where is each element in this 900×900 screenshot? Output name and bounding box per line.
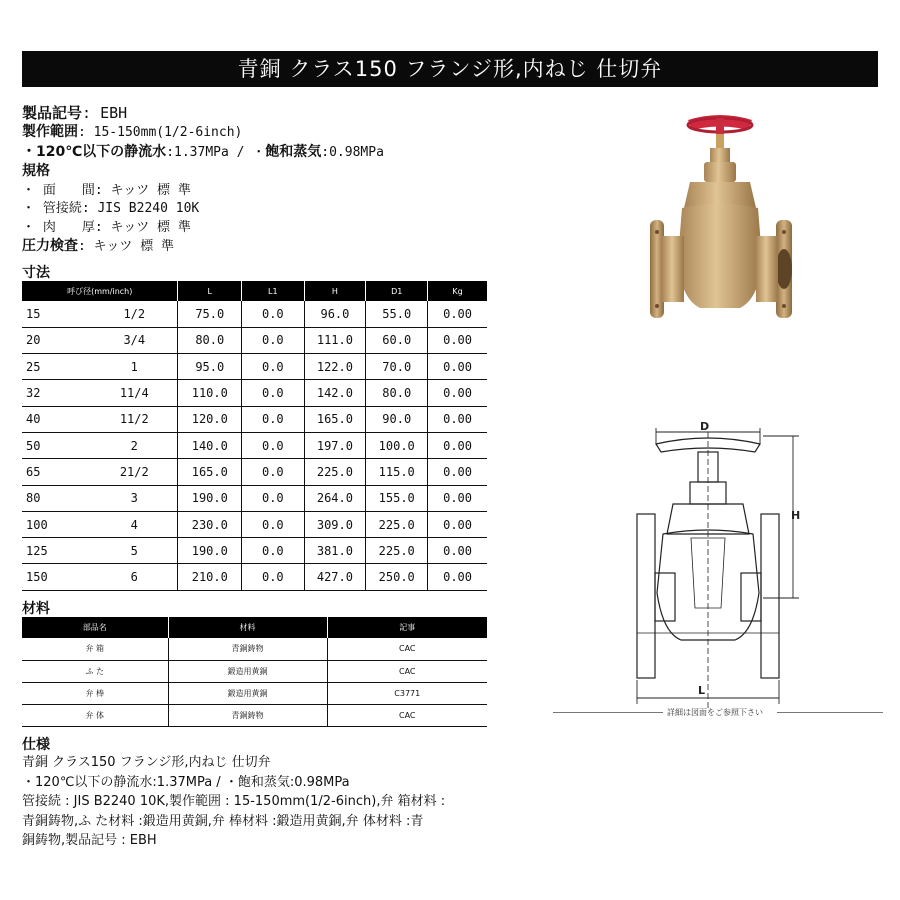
dim-cell: 15 (22, 301, 91, 327)
dim-cell: 190.0 (178, 485, 242, 511)
dim-cell: 142.0 (304, 380, 366, 406)
dim-header-4: D1 (366, 281, 428, 301)
dim-cell: 0.00 (428, 380, 487, 406)
dim-cell: 70.0 (366, 354, 428, 380)
dim-cell: 50 (22, 432, 91, 458)
pressure-test-label: 圧力検査 (22, 238, 78, 254)
mat-cell: 青銅鋳物 (168, 704, 327, 726)
mat-header-0: 部品名 (22, 617, 168, 638)
dim-cell: 75.0 (178, 301, 242, 327)
page-banner: 青銅 クラス150 フランジ形,内ねじ 仕切弁 (22, 51, 878, 87)
table-row (22, 327, 487, 353)
dim-cell: 309.0 (304, 511, 366, 537)
table-row (22, 564, 487, 590)
spec-heading: 仕様 (22, 737, 50, 753)
mat-cell: ふ た (22, 660, 168, 682)
dim-cell: 0.0 (242, 459, 304, 485)
dim-cell: 3/4 (91, 327, 178, 353)
mat-header-2: 記事 (327, 617, 487, 638)
pressure-test-row (22, 237, 542, 257)
dim-cell: 122.0 (304, 354, 366, 380)
table-row (22, 638, 487, 660)
spec-line: 銅鋳物,製品記号 : EBH (22, 833, 157, 848)
dim-cell: 90.0 (366, 406, 428, 432)
range-row (22, 123, 542, 143)
table-row (22, 682, 487, 704)
dim-cell: 140.0 (178, 432, 242, 458)
dim-cell: 0.00 (428, 511, 487, 537)
dim-cell: 0.0 (242, 380, 304, 406)
standard-face: ・ 面 間: キッツ 標 準 (22, 182, 191, 198)
dim-cell: 0.00 (428, 538, 487, 564)
dim-cell: 0.00 (428, 301, 487, 327)
mat-cell: 鍛造用黄銅 (168, 660, 327, 682)
dim-cell: 225.0 (366, 538, 428, 564)
dim-cell: 80 (22, 485, 91, 511)
standard-thickness: ・ 肉 厚: キッツ 標 準 (22, 219, 191, 235)
dim-cell: 0.00 (428, 432, 487, 458)
dim-cell: 0.0 (242, 564, 304, 590)
dim-cell: 1 (91, 354, 178, 380)
dim-header-3: H (304, 281, 366, 301)
dim-cell: 3 (91, 485, 178, 511)
pressure-row (22, 143, 542, 163)
dim-cell: 55.0 (366, 301, 428, 327)
materials-table (22, 617, 487, 727)
mat-header-1: 材料 (168, 617, 327, 638)
dim-header-0: 呼び径(mm/inch) (22, 281, 178, 301)
dim-cell: 115.0 (366, 459, 428, 485)
table-row (22, 406, 487, 432)
table-row (22, 485, 487, 511)
mat-cell: CAC (327, 660, 487, 682)
table-row (22, 511, 487, 537)
table-row (22, 704, 487, 726)
standard-connection: ・ 管接続: JIS B2240 10K (22, 201, 200, 216)
spec-line: ・120℃以下の静流水:1.37MPa / ・飽和蒸気:0.98MPa (22, 774, 350, 790)
dim-cell: 381.0 (304, 538, 366, 564)
dim-cell: 95.0 (178, 354, 242, 380)
pressure-test-value: : キッツ 標 準 (78, 239, 175, 254)
dimensions-table (22, 281, 487, 591)
dim-cell: 0.0 (242, 327, 304, 353)
dim-cell: 230.0 (178, 511, 242, 537)
valve-drawing (553, 418, 888, 723)
dim-cell: 0.0 (242, 354, 304, 380)
dim-cell: 225.0 (366, 511, 428, 537)
dim-cell: 225.0 (304, 459, 366, 485)
table-row (22, 660, 487, 682)
dim-cell: 125 (22, 538, 91, 564)
dim-cell: 40 (22, 406, 91, 432)
dim-cell: 110.0 (178, 380, 242, 406)
steam-value: :0.98MPa (321, 144, 384, 160)
dim-cell: 111.0 (304, 327, 366, 353)
table-row (22, 301, 487, 327)
materials-heading: 材料 (22, 601, 50, 617)
dim-cell: 20 (22, 327, 91, 353)
dim-cell: 32 (22, 380, 91, 406)
dim-cell: 6 (91, 564, 178, 590)
mat-cell: CAC (327, 638, 487, 660)
dim-cell: 250.0 (366, 564, 428, 590)
dim-cell: 150 (22, 564, 91, 590)
mat-cell: C3771 (327, 682, 487, 704)
range-value: : 15-150mm(1/2-6inch) (78, 125, 243, 140)
dim-label-l: L (698, 684, 706, 697)
dim-cell: 120.0 (178, 406, 242, 432)
dim-label-h: H (791, 509, 801, 522)
model-row (22, 103, 542, 123)
mat-cell: 弁 棒 (22, 682, 168, 704)
dim-header-5: Kg (428, 281, 487, 301)
dim-cell: 80.0 (178, 327, 242, 353)
dim-cell: 11/2 (91, 406, 178, 432)
drawing-note: 詳細は図面をご参照下さい (667, 708, 763, 717)
table-row (22, 538, 487, 564)
dim-cell: 210.0 (178, 564, 242, 590)
dimensions-body (22, 301, 487, 590)
materials-header-row (22, 617, 487, 638)
spec-text (22, 753, 542, 851)
dim-cell: 21/2 (91, 459, 178, 485)
dim-cell: 25 (22, 354, 91, 380)
table-row (22, 354, 487, 380)
dim-cell: 0.0 (242, 432, 304, 458)
valve-photo (640, 108, 800, 338)
dim-cell: 0.00 (428, 354, 487, 380)
dim-cell: 96.0 (304, 301, 366, 327)
dim-cell: 0.00 (428, 327, 487, 353)
model-value: : EBH (82, 104, 128, 122)
steam-label: 飽和蒸気 (265, 143, 322, 160)
dim-cell: 0.00 (428, 459, 487, 485)
materials-body (22, 638, 487, 726)
dim-cell: 60.0 (366, 327, 428, 353)
dim-cell: 0.0 (242, 538, 304, 564)
dim-cell: 0.00 (428, 485, 487, 511)
dim-cell: 80.0 (366, 380, 428, 406)
dim-cell: 264.0 (304, 485, 366, 511)
dim-header-1: L (178, 281, 242, 301)
dim-cell: 0.00 (428, 406, 487, 432)
table-row (22, 459, 487, 485)
dim-cell: 190.0 (178, 538, 242, 564)
spec-line: 管接続 : JIS B2240 10K,製作範囲 : 15-150mm(1/2-6inch),弁 箱材料 : (22, 794, 446, 809)
mat-cell: 鍛造用黄銅 (168, 682, 327, 704)
dimensions-heading: 寸法 (22, 265, 50, 281)
product-info (22, 103, 542, 257)
model-label: 製品記号 (22, 104, 83, 122)
dim-cell: 100 (22, 511, 91, 537)
dim-cell: 165.0 (304, 406, 366, 432)
dim-cell: 165.0 (178, 459, 242, 485)
dim-cell: 0.00 (428, 564, 487, 590)
dim-header-2: L1 (242, 281, 304, 301)
dim-cell: 0.0 (242, 511, 304, 537)
dim-cell: 155.0 (366, 485, 428, 511)
dimensions-header-row (22, 281, 487, 301)
dim-cell: 0.0 (242, 301, 304, 327)
dim-cell: 2 (91, 432, 178, 458)
pressure-label: ・120℃以下の静流水 (22, 143, 167, 160)
dim-cell: 5 (91, 538, 178, 564)
dim-cell: 65 (22, 459, 91, 485)
pressure-value: :1.37MPa / ・ (166, 144, 266, 160)
table-row (22, 380, 487, 406)
dim-cell: 197.0 (304, 432, 366, 458)
dim-cell: 11/4 (91, 380, 178, 406)
mat-cell: 青銅鋳物 (168, 638, 327, 660)
dim-cell: 427.0 (304, 564, 366, 590)
dim-cell: 4 (91, 511, 178, 537)
table-row (22, 432, 487, 458)
mat-cell: 弁 箱 (22, 638, 168, 660)
dim-cell: 1/2 (91, 301, 178, 327)
dim-label-d: D (700, 420, 710, 433)
mat-cell: 弁 体 (22, 704, 168, 726)
mat-cell: CAC (327, 704, 487, 726)
dim-cell: 0.0 (242, 485, 304, 511)
spec-line: 青銅鋳物,ふ た材料 :鍛造用黄銅,弁 棒材料 :鍛造用黄銅,弁 体材料 :青 (22, 813, 424, 829)
dim-cell: 0.0 (242, 406, 304, 432)
standard-heading: 規格 (22, 163, 50, 179)
spec-line: 青銅 クラス150 フランジ形,内ねじ 仕切弁 (22, 755, 271, 770)
range-label: 製作範囲 (22, 124, 78, 140)
dim-cell: 100.0 (366, 432, 428, 458)
